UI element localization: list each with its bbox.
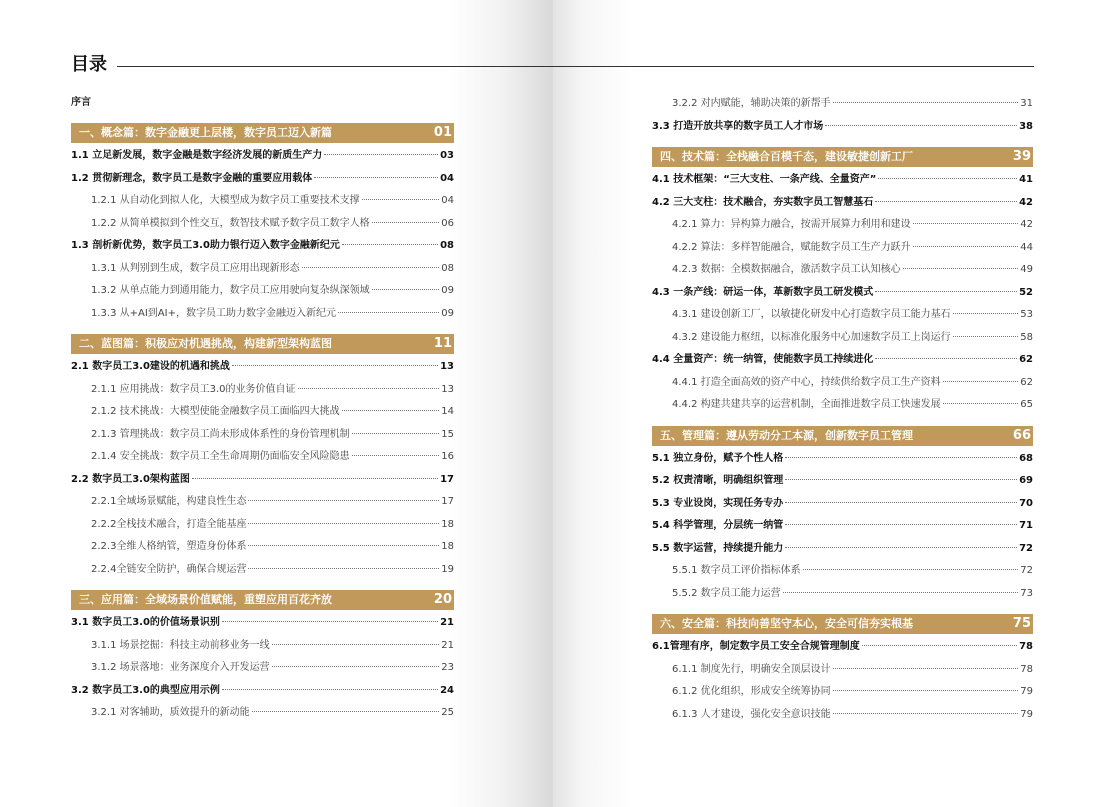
toc-entry-level2[interactable] [71, 424, 454, 447]
entry-title: 3.1.2 场景落地：业务深度介入开发运营 [91, 662, 270, 673]
entry-page-number: 08 [441, 262, 454, 274]
section-title: 六、安全篇：科技向善坚守本心，安全可信夯实根基 [660, 617, 913, 630]
dot-leader [342, 244, 438, 245]
entry-page-number: 25 [441, 707, 454, 718]
dot-leader [362, 199, 440, 200]
entry-title: 4.3 一条产线：研运一体，革新数字员工研发模式 [652, 286, 874, 298]
entry-page-number: 03 [440, 150, 454, 161]
toc-entry-level2[interactable] [71, 657, 454, 680]
dot-leader [953, 313, 1019, 314]
dot-leader [232, 365, 438, 366]
entry-page-number: 23 [441, 662, 454, 673]
entry-page-number: 17 [441, 496, 454, 507]
dot-leader [833, 102, 1019, 103]
dot-leader [943, 403, 1019, 404]
toc-entry-level2[interactable] [652, 704, 1033, 727]
entry-page-number: 49 [1020, 264, 1033, 275]
dot-leader [878, 178, 1017, 179]
toc-entry-level1[interactable] [652, 493, 1033, 516]
entry-title: 1.3.2 从单点能力到通用能力，数字员工应用驶向复杂纵深领域 [91, 285, 370, 296]
toc-entry-level2[interactable] [652, 681, 1033, 704]
dot-leader [785, 547, 1017, 548]
toc-entry-level1[interactable] [71, 235, 454, 258]
entry-page-number: 72 [1020, 565, 1033, 576]
toc-heading-rule [117, 66, 1034, 67]
dot-leader [252, 711, 440, 712]
dot-leader [352, 433, 440, 434]
entry-title: 3.3 打造开放共享的数字员工人才市场 [652, 120, 824, 132]
entry-page-number: 70 [1019, 497, 1033, 509]
section-page-number: 20 [433, 592, 452, 607]
entry-page-number: 18 [441, 518, 454, 530]
entry-title: 4.3.2 建设能力枢纽，以标准化服务中心加速数字员工上岗运行 [672, 331, 951, 343]
section-page-number: 66 [1012, 427, 1031, 443]
entry-title: 4.4.1 打造全面高效的资产中心，持续供给数字员工生产资料 [672, 376, 941, 388]
entry-title: 5.5.2 数字员工能力运营 [672, 587, 781, 599]
dot-leader [913, 223, 1019, 224]
dot-leader [338, 312, 439, 313]
entry-title: 6.1.1 制度先行，明确安全顶层设计 [672, 663, 831, 675]
toc-heading: 目录 [71, 54, 107, 75]
toc-entry-level2[interactable] [71, 446, 454, 469]
dot-leader [825, 125, 1017, 126]
entry-page-number: 58 [1020, 331, 1033, 343]
entry-title: 2.2.3全维人格纳管，塑造身份体系 [91, 541, 247, 552]
toc-entry-level2[interactable] [652, 237, 1033, 260]
dot-leader [953, 336, 1019, 337]
dot-leader [248, 545, 439, 546]
toc-entry-level1[interactable] [71, 469, 454, 492]
dot-leader [248, 523, 439, 524]
entry-page-number: 41 [1019, 174, 1033, 185]
dot-leader [833, 713, 1019, 714]
entry-page-number: 69 [1019, 475, 1033, 486]
entry-page-number: 24 [440, 684, 454, 696]
entry-page-number: 08 [440, 240, 454, 251]
entry-title: 1.3 剖析新优势，数字员工3.0助力银行迈入数字金融新纪元 [71, 240, 340, 251]
toc-entry-level1[interactable] [652, 169, 1033, 192]
entry-page-number: 14 [441, 406, 454, 417]
dot-leader [785, 457, 1017, 458]
section-title: 二、蓝图篇：积极应对机遇挑战，构建新型架构蓝图 [79, 337, 332, 350]
section-title: 五、管理篇：遵从劳动分工本源，创新数字员工管理 [660, 428, 913, 442]
dot-leader [803, 569, 1019, 570]
entry-title: 3.1 数字员工3.0的价值场景识别 [71, 617, 220, 628]
dot-leader [298, 388, 440, 389]
section-header[interactable] [652, 426, 1033, 446]
entry-page-number: 18 [441, 541, 454, 552]
toc-entry-level2[interactable] [652, 659, 1033, 682]
entry-page-number: 09 [441, 307, 454, 319]
dot-leader [372, 289, 440, 290]
section-header[interactable] [71, 123, 454, 143]
dot-leader [903, 268, 1019, 269]
toc-entry-level1[interactable] [71, 168, 454, 191]
entry-page-number: 04 [441, 195, 454, 206]
dot-leader [314, 177, 438, 178]
dot-leader [913, 246, 1019, 247]
toc-entry-level1[interactable] [652, 538, 1033, 561]
toc-entry-level1[interactable] [652, 192, 1033, 215]
entry-title: 4.4 全量资产：统一纳管，使能数字员工持续进化 [652, 354, 874, 365]
dot-leader [248, 500, 439, 501]
dot-leader [862, 645, 1017, 646]
entry-title: 5.1 独立身份，赋予个性人格 [652, 452, 784, 464]
entry-title: 3.1.1 场景挖掘：科技主动前移业务一线 [91, 639, 270, 651]
toc-right-column [652, 93, 1033, 726]
dot-leader [785, 479, 1017, 480]
entry-title: 1.2.1 从自动化到拟人化，大模型成为数字员工重要技术支撑 [91, 195, 360, 206]
toc-left-list [71, 123, 454, 725]
entry-title: 5.5 数字运营，持续提升能力 [652, 542, 784, 554]
section-title: 一、概念篇：数字金融更上层楼，数字员工迈入新篇 [79, 126, 332, 139]
preface-entry[interactable]: 序言 [71, 97, 91, 108]
toc-entry-level2[interactable] [652, 93, 1033, 116]
toc-entry-level1[interactable] [652, 282, 1033, 305]
section-page-number: 11 [433, 336, 452, 351]
dot-leader [372, 222, 440, 223]
toc-entry-level2[interactable] [71, 514, 454, 537]
dot-leader [785, 524, 1017, 525]
entry-page-number: 13 [440, 361, 454, 372]
entry-page-number: 68 [1019, 452, 1033, 464]
entry-title: 2.1 数字员工3.0建设的机遇和挑战 [71, 361, 230, 372]
entry-page-number: 16 [441, 451, 454, 462]
entry-page-number: 78 [1020, 663, 1033, 675]
dot-leader [272, 666, 440, 667]
entry-page-number: 19 [441, 563, 454, 575]
toc-right-list [652, 93, 1033, 726]
entry-page-number: 62 [1019, 354, 1033, 365]
section-title: 三、应用篇：全域场景价值赋能，重塑应用百花齐放 [79, 593, 332, 606]
entry-title: 4.3.1 建设创新工厂，以敏捷化研发中心打造数字员工能力基石 [672, 309, 951, 320]
toc-entry-level2[interactable] [71, 702, 454, 725]
toc-entry-level2[interactable] [71, 559, 454, 582]
section-header[interactable] [652, 614, 1033, 634]
entry-title: 3.2.2 对内赋能，辅助决策的新帮手 [672, 98, 831, 109]
entry-title: 5.5.1 数字员工评价指标体系 [672, 565, 801, 576]
toc-entry-level1[interactable] [71, 145, 454, 168]
toc-entry-level2[interactable] [652, 304, 1033, 327]
toc-entry-level2[interactable] [71, 401, 454, 424]
toc-entry-level2[interactable] [71, 190, 454, 213]
entry-page-number: 71 [1019, 520, 1033, 531]
dot-leader [248, 568, 439, 569]
dot-leader [192, 478, 438, 479]
toc-entry-level2[interactable] [71, 635, 454, 658]
entry-page-number: 42 [1020, 219, 1033, 230]
entry-title: 4.2.1 算力：异构算力融合，按需开展算力利用和建设 [672, 219, 911, 230]
toc-left-column [71, 93, 454, 725]
toc-entry-level2[interactable] [71, 258, 454, 281]
entry-title: 2.2 数字员工3.0架构蓝图 [71, 473, 190, 485]
entry-page-number: 38 [1019, 120, 1033, 132]
toc-entry-level1[interactable] [652, 116, 1033, 139]
entry-page-number: 21 [440, 617, 454, 628]
entry-page-number: 44 [1020, 241, 1033, 253]
toc-entry-level2[interactable] [71, 379, 454, 402]
toc-entry-level1[interactable] [652, 448, 1033, 471]
toc-entry-level1[interactable] [652, 470, 1033, 493]
dot-leader [783, 592, 1019, 593]
toc-entry-level2[interactable] [652, 583, 1033, 606]
section-page-number: 01 [433, 125, 452, 140]
entry-title: 4.2 三大支柱：技术融合，夯实数字员工智慧基石 [652, 196, 874, 208]
toc-entry-level2[interactable] [71, 536, 454, 559]
toc-entry-level1[interactable] [71, 356, 454, 379]
entry-title: 6.1.2 优化组织，形成安全统筹协同 [672, 686, 831, 697]
entry-page-number: 73 [1020, 587, 1033, 599]
entry-page-number: 15 [441, 428, 454, 440]
section-page-number: 75 [1012, 616, 1031, 631]
dot-leader [222, 689, 438, 690]
entry-page-number: 62 [1020, 376, 1033, 388]
toc-entry-level1[interactable] [652, 349, 1033, 372]
toc-entry-level1[interactable] [71, 612, 454, 635]
entry-title: 2.1.4 安全挑战：数字员工全生命周期仍面临安全风险隐患 [91, 451, 350, 462]
entry-page-number: 09 [441, 285, 454, 296]
dot-leader [342, 410, 440, 411]
toc-entry-level2[interactable] [652, 394, 1033, 417]
dot-leader [875, 358, 1017, 359]
toc-entry-level1[interactable] [652, 636, 1033, 659]
entry-title: 2.1.1 应用挑战：数字员工3.0的业务价值自证 [91, 383, 296, 395]
entry-title: 2.2.4全链安全防护，确保合规运营 [91, 563, 247, 575]
entry-title: 4.2.3 数据：全模数据融合，激活数字员工认知核心 [672, 264, 901, 275]
entry-page-number: 06 [441, 217, 454, 229]
entry-page-number: 31 [1020, 98, 1033, 109]
entry-page-number: 52 [1019, 286, 1033, 298]
entry-title: 3.2 数字员工3.0的典型应用示例 [71, 684, 220, 696]
toc-entry-level2[interactable] [652, 560, 1033, 583]
entry-title: 1.2 贯彻新理念，数字员工是数字金融的重要应用载体 [71, 172, 313, 184]
entry-page-number: 79 [1020, 708, 1033, 720]
entry-page-number: 53 [1020, 309, 1033, 320]
section-page-number: 39 [1012, 149, 1031, 164]
toc-entry-level2[interactable] [652, 327, 1033, 350]
entry-title: 2.2.1全域场景赋能，构建良性生态 [91, 496, 247, 507]
entry-title: 2.1.3 管理挑战：数字员工尚未形成体系性的身份管理机制 [91, 428, 350, 440]
dot-leader [785, 502, 1017, 503]
entry-title: 1.1 立足新发展，数字金融是数字经济发展的新质生产力 [71, 150, 323, 161]
dot-leader [302, 267, 440, 268]
dot-leader [833, 668, 1019, 669]
dot-leader [272, 644, 440, 645]
entry-page-number: 13 [441, 383, 454, 395]
entry-title: 5.2 权责清晰，明确组织管理 [652, 475, 784, 486]
entry-title: 2.2.2全栈技术融合，打造全能基座 [91, 518, 247, 530]
entry-title: 6.1.3 人才建设，强化安全意识技能 [672, 708, 831, 720]
entry-title: 6.1管理有序，制定数字员工安全合规管理制度 [652, 641, 860, 652]
dot-leader [222, 621, 438, 622]
section-header[interactable] [71, 334, 454, 354]
toc-entry-level2[interactable] [652, 214, 1033, 237]
entry-page-number: 78 [1019, 641, 1033, 652]
entry-page-number: 72 [1019, 542, 1033, 554]
entry-title: 3.2.1 对客辅助，质效提升的新动能 [91, 707, 250, 718]
toc-entry-level1[interactable] [71, 680, 454, 703]
entry-title: 1.3.3 从+AI到AI+，数字员工助力数字金融迈入新纪元 [91, 307, 336, 319]
dot-leader [875, 201, 1017, 202]
entry-title: 1.2.2 从简单模拟到个性交互，数智技术赋予数字员工数字人格 [91, 217, 370, 229]
section-header[interactable] [652, 147, 1033, 167]
entry-title: 5.3 专业设岗，实现任务专办 [652, 497, 784, 509]
toc-entry-level2[interactable] [71, 213, 454, 236]
entry-title: 1.3.1 从判别到生成，数字员工应用出现新形态 [91, 262, 300, 274]
entry-title: 2.1.2 技术挑战：大模型使能金融数字员工面临四大挑战 [91, 406, 340, 417]
section-title: 四、技术篇：全栈融合百模千态，建设敏捷创新工厂 [660, 150, 913, 163]
toc-entry-level2[interactable] [71, 491, 454, 514]
toc-entry-level2[interactable] [71, 303, 454, 326]
entry-title: 4.1 技术框架：“三大支柱、一条产线、全量资产” [652, 174, 877, 185]
entry-title: 5.4 科学管理，分层统一纳管 [652, 520, 784, 531]
toc-entry-level2[interactable] [652, 372, 1033, 395]
dot-leader [324, 154, 438, 155]
toc-entry-level1[interactable] [652, 515, 1033, 538]
entry-page-number: 17 [440, 473, 454, 485]
entry-page-number: 65 [1020, 399, 1033, 410]
entry-page-number: 04 [440, 172, 454, 184]
entry-title: 4.4.2 构建共建共享的运营机制，全面推进数字员工快速发展 [672, 399, 941, 410]
dot-leader [875, 291, 1017, 292]
section-header[interactable] [71, 590, 454, 610]
dot-leader [833, 690, 1019, 691]
toc-entry-level2[interactable] [652, 259, 1033, 282]
entry-page-number: 42 [1019, 196, 1033, 208]
dot-leader [943, 381, 1019, 382]
dot-leader [352, 455, 440, 456]
entry-page-number: 21 [441, 639, 454, 651]
entry-page-number: 79 [1020, 686, 1033, 697]
entry-title: 4.2.2 算法：多样智能融合，赋能数字员工生产力跃升 [672, 241, 911, 253]
toc-entry-level2[interactable] [71, 280, 454, 303]
